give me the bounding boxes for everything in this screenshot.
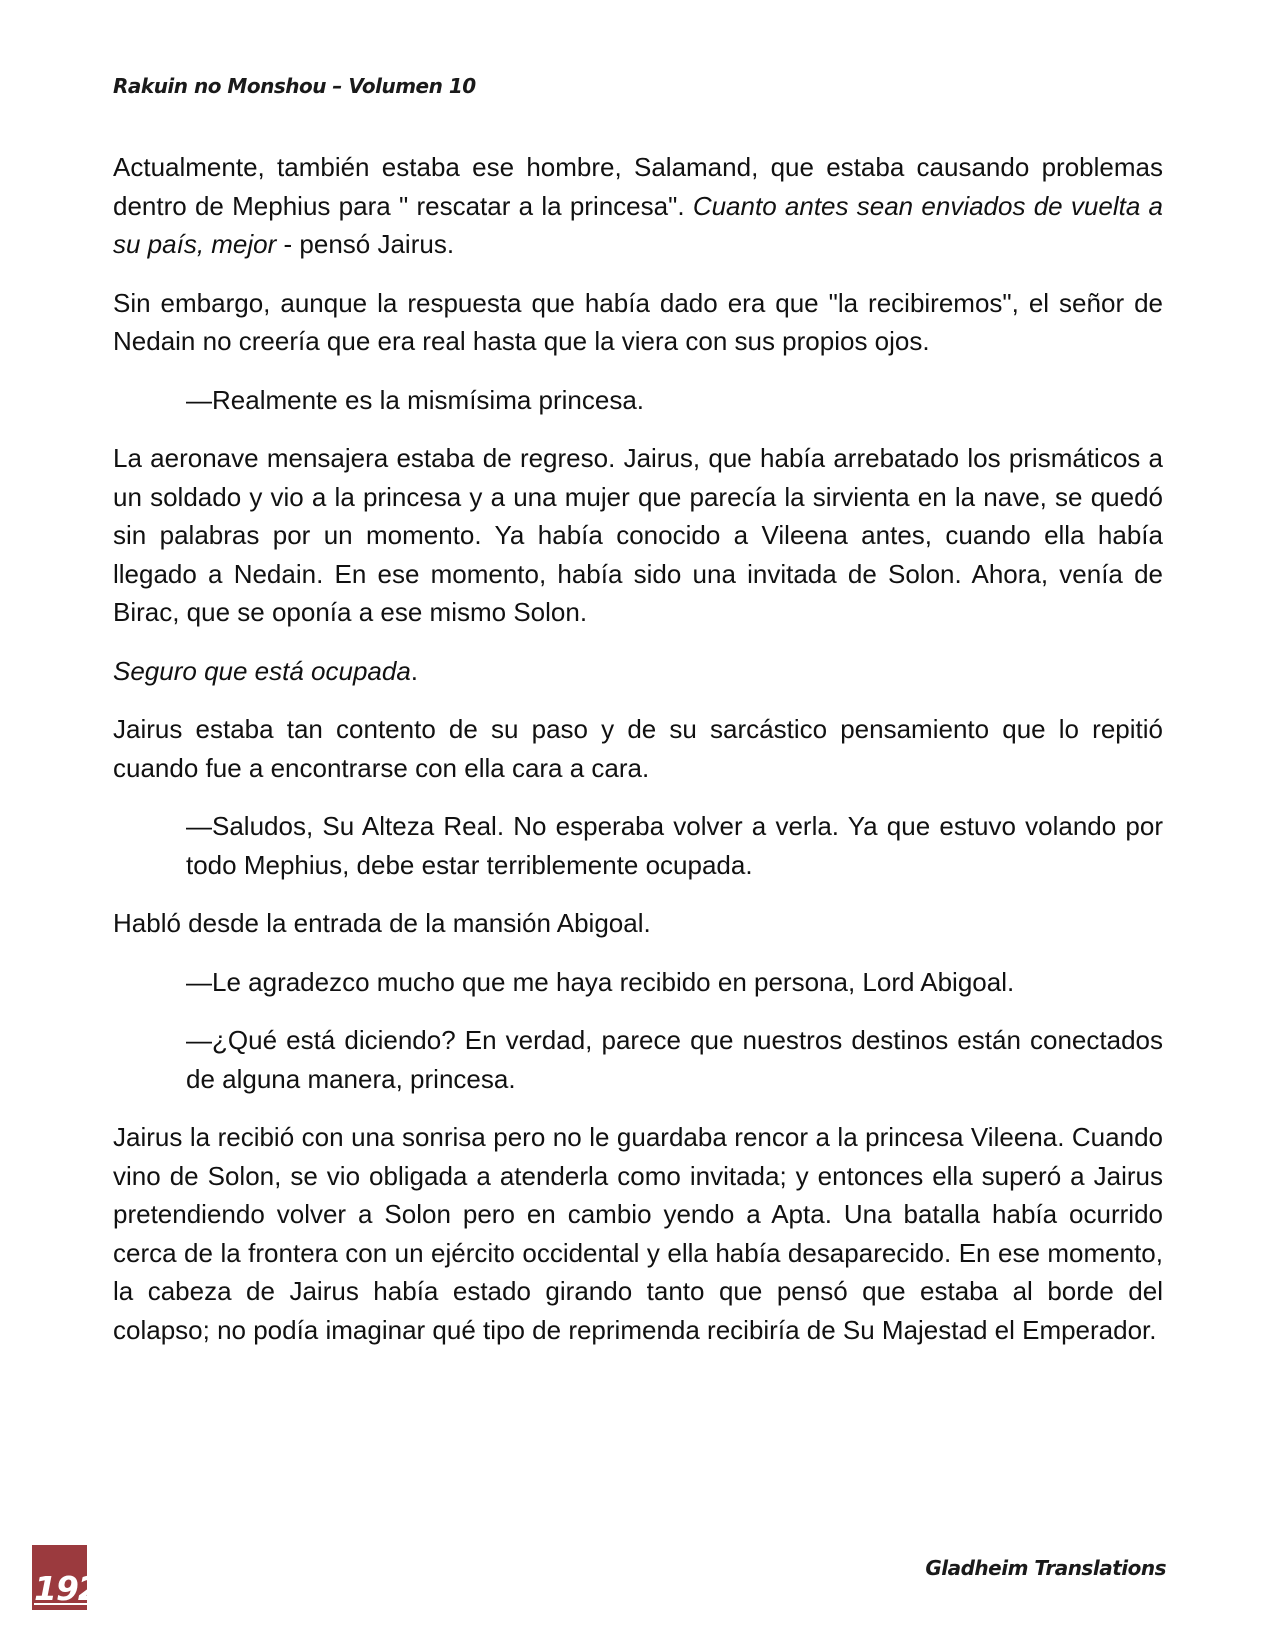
page-number: 192 (34, 1569, 100, 1608)
paragraph-1-text: Actualmente, también estaba ese hombre, Salamand, que estaba causando problemas dentro de Mephius para " rescatar a la princesa". (113, 152, 1163, 221)
dialogue-3: —Le agradezco mucho que me haya recibido en persona, Lord Abigoal. (186, 966, 1015, 997)
italic-thought-period: . (410, 655, 419, 686)
paragraph-4: Jairus estaba tan contento de su paso y de su sarcástico pensamiento que lo repitió cuando fue a encontrarse con ella cara a cara. (113, 714, 1163, 783)
paragraph-1-italic-thought: Cuanto antes sean enviados de vuelta a su país, mejor (113, 190, 1163, 259)
dialogue-4: —¿Qué está diciendo? En verdad, parece que nuestros destinos están conectados de alguna manera, princesa. (186, 1025, 1163, 1094)
running-header: Rakuin no Monshou – Volumen 10 (113, 74, 476, 98)
paragraph-italic-thought (113, 652, 1163, 691)
page-body (113, 148, 1163, 1349)
footer-credit: Gladheim Translations (925, 1556, 1166, 1580)
paragraph-3: La aeronave mensajera estaba de regreso. Jairus, que había arrebatado los prismáticos a un soldado y vio a la princesa y a una mujer que parecía la sirvienta en la nave, se quedó sin palabras por un momento. Ya había conocido a Vileena antes, cuando ella había llegado a Nedain. En ese momento, había sido una invitada de Solon. Ahora, venía de Birac, que se oponía a ese mismo Solon. (113, 443, 1163, 627)
dialogue-1: —Realmente es la mismísima princesa. (186, 384, 645, 415)
paragraph-1-tail: - pensó Jairus. (276, 229, 455, 259)
paragraph-2: Sin embargo, aunque la respuesta que había dado era que "la recibiremos", el señor de Nedain no creería que era real hasta que la viera con sus propios ojos. (113, 287, 1163, 356)
italic-thought-text: Seguro que está ocupada (113, 655, 411, 686)
paragraph-5: Habló desde la entrada de la mansión Abigoal. (113, 908, 651, 938)
paragraph-6: Jairus la recibió con una sonrisa pero no le guardaba rencor a la princesa Vileena. Cuando vino de Solon, se vio obligada a atenderla como invitada; y entonces ella superó a Jairus pretendiendo volver a Solon pero en cambio yendo a Apta. Una batalla había ocurrido cerca de la frontera con un ejército occidental y ella había desaparecido. En ese momento, la cabeza de Jairus había estado girando tanto que pensó que estaba al borde del colapso; no podía imaginar qué tipo de reprimenda recibiría de Su Majestad el Emperador. (113, 1122, 1163, 1345)
dialogue-2: —Saludos, Su Alteza Real. No esperaba volver a verla. Ya que estuvo volando por todo Mephius, debe estar terriblemente ocupada. (186, 811, 1163, 880)
paragraph-1 (113, 148, 1163, 264)
